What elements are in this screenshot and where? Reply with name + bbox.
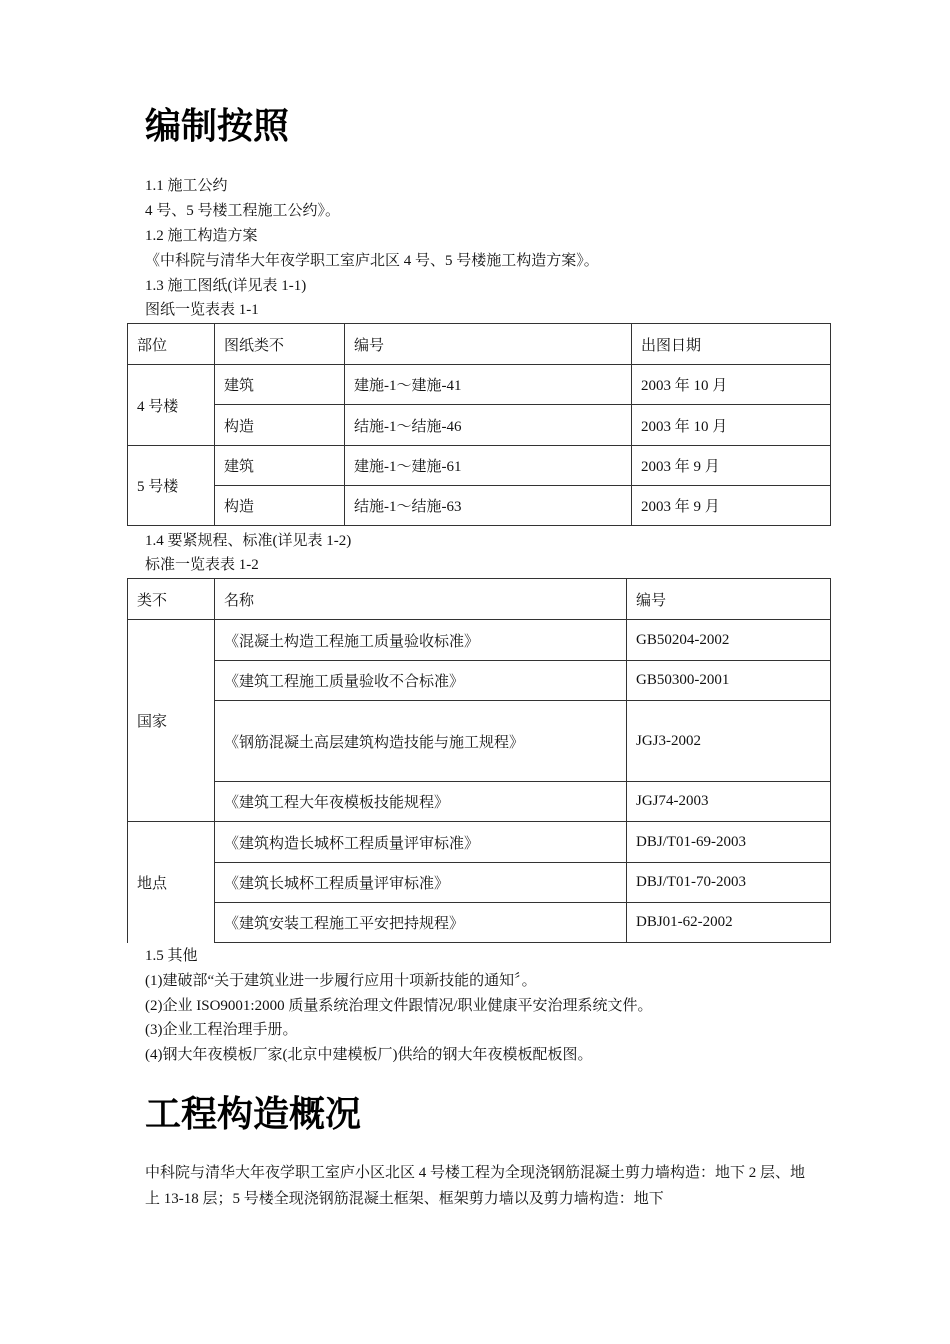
table-row [128, 446, 831, 486]
cell: 2003 年 9 月 [632, 446, 831, 486]
group-cell: 国家 [128, 620, 215, 822]
cell: DBJ/T01-69-2003 [627, 822, 831, 863]
header-cell: 图纸类不 [215, 324, 345, 365]
text-line: (1)建破部“关于建筑业进一步履行应用十项新技能的通知〞。 [145, 973, 537, 989]
table-row [128, 661, 831, 701]
header-cell: 部位 [128, 324, 215, 365]
table-row [128, 620, 831, 661]
drawings-table [127, 323, 831, 526]
section-heading-overview: 工程构造概况 [145, 1094, 362, 1135]
cell: JGJ3-2002 [627, 701, 831, 782]
table-header-row [128, 324, 831, 365]
text-line: (4)钢大年夜模板厂家(北京中建模板厂)供给的钢大年夜模板配板图。 [145, 1047, 593, 1063]
overview-paragraph: 中科院与清华大年夜学职工室庐小区北区 4 号楼工程为全现浇钢筋混凝土剪力墙构造：地下 2 层、地上 13-18 层；5 号楼全现浇钢筋混凝土框架、框架剪力墙以及剪力墙构造：地下 [145, 1165, 806, 1207]
group-cell: 5 号楼 [128, 446, 215, 526]
table-row [128, 405, 831, 446]
cell: 结施-1～结施-46 [345, 405, 632, 446]
table-header-row [128, 579, 831, 620]
text-line: 4 号、5 号楼工程施工公约》。 [145, 203, 341, 219]
cell: 《建筑长城杯工程质量评审标准》 [215, 863, 627, 903]
text-line: 1.3 施工图纸(详见表 1-1) [145, 278, 307, 294]
group-cell: 4 号楼 [128, 365, 215, 446]
table-caption: 标准一览表表 1-2 [145, 557, 259, 573]
cell: 《建筑工程大年夜模板技能规程》 [215, 782, 627, 822]
header-cell: 编号 [345, 324, 632, 365]
cell: 建施-1～建施-41 [345, 365, 632, 405]
cell: GB50204-2002 [627, 620, 831, 661]
cell: 《建筑构造长城杯工程质量评审标准》 [215, 822, 627, 863]
cell: GB50300-2001 [627, 661, 831, 701]
cell: 建筑 [215, 365, 345, 405]
cell: 2003 年 10 月 [632, 405, 831, 446]
section-heading-basis: 编制按照 [145, 106, 290, 147]
table-row [128, 486, 831, 526]
cell: DBJ/T01-70-2003 [627, 863, 831, 903]
cell: 构造 [215, 486, 345, 526]
cell: 2003 年 10 月 [632, 365, 831, 405]
header-cell: 编号 [627, 579, 831, 620]
cell: DBJ01-62-2002 [627, 903, 831, 943]
table-row [128, 903, 831, 943]
cell: JGJ74-2003 [627, 782, 831, 822]
text-line: (2)企业 ISO9001:2000 质量系统治理文件跟情况/职业健康平安治理系统文件。 [145, 998, 653, 1014]
cell: 《混凝土构造工程施工质量验收标准》 [215, 620, 627, 661]
cell: 建施-1～建施-61 [345, 446, 632, 486]
table-row [128, 365, 831, 405]
cell: 2003 年 9 月 [632, 486, 831, 526]
cell: 结施-1～结施-63 [345, 486, 632, 526]
text-line: (3)企业工程治理手册。 [145, 1022, 298, 1038]
table-row [128, 863, 831, 903]
table-row [128, 782, 831, 822]
cell: 构造 [215, 405, 345, 446]
header-cell: 类不 [128, 579, 215, 620]
header-cell: 名称 [215, 579, 627, 620]
text-line: 1.2 施工构造方案 [145, 228, 258, 244]
table-row [128, 701, 831, 782]
cell: 《钢筋混凝土高层建筑构造技能与施工规程》 [215, 701, 627, 782]
text-line: 1.4 要紧规程、标准(详见表 1-2) [145, 533, 352, 549]
header-cell: 出图日期 [632, 324, 831, 365]
cell: 建筑 [215, 446, 345, 486]
cell: 《建筑工程施工质量验收不合标准》 [215, 661, 627, 701]
table-caption: 图纸一览表表 1-1 [145, 302, 259, 318]
text-line: 1.5 其他 [145, 948, 198, 964]
text-line: 1.1 施工公约 [145, 178, 228, 194]
cell: 《建筑安装工程施工平安把持规程》 [215, 903, 627, 943]
table-row [128, 822, 831, 863]
text-line: 《中科院与清华大年夜学职工室庐北区 4 号、5 号楼施工构造方案》。 [145, 253, 599, 269]
standards-table [127, 578, 831, 943]
group-cell: 地点 [128, 822, 215, 943]
